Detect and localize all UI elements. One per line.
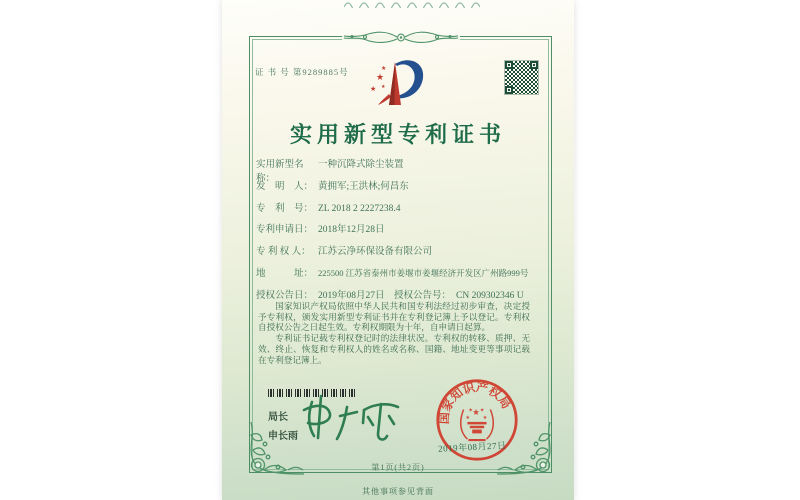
field-label: 地 址： [256, 268, 314, 279]
field-patent-number [256, 200, 552, 222]
svg-text:★: ★ [468, 408, 473, 414]
qr-finder-pattern [530, 61, 538, 69]
logo-star-icon: ★ [381, 85, 386, 90]
national-emblem-icon [461, 407, 494, 440]
seal-text: 国家知识产权局 [437, 379, 514, 425]
certificate-fields [256, 156, 552, 309]
qr-finder-pattern [505, 86, 513, 94]
field-value: 黄拥军;王洪林;何昌东 [318, 181, 409, 192]
top-edge-ornament [344, 0, 480, 8]
field-address [256, 265, 552, 287]
director-signature [294, 392, 410, 444]
field-inventors [256, 178, 552, 200]
field-label: 专 利 号： [256, 203, 314, 214]
qr-code [505, 61, 538, 94]
field-label: 授权公告号： [394, 290, 452, 301]
certificate-paper [222, 0, 574, 500]
field-label: 专利申请日： [256, 225, 314, 236]
qr-finder-pattern [505, 61, 513, 69]
svg-text:★: ★ [472, 407, 480, 418]
logo-star-icon: ★ [381, 66, 387, 72]
certificate-number: 证 书 号 第9289885号 [255, 67, 349, 77]
field-value: 江苏云净环保设备有限公司 [318, 247, 433, 258]
page-number: 第1页(共2页) [371, 463, 425, 472]
field-label: 专 利 权 人： [256, 247, 311, 258]
director-name: 申长雨 [268, 431, 298, 442]
field-value: 2018年12月28日 [318, 225, 385, 236]
svg-text:★: ★ [465, 416, 470, 422]
field-filing-date [256, 221, 552, 243]
field-patentee [256, 243, 552, 265]
logo-star-icon: ★ [370, 85, 377, 93]
top-center-flourish-ornament [340, 29, 462, 46]
field-value: 一种沉降式除尘装置 [318, 160, 404, 170]
certificate-title: 实用新型专利证书 [289, 122, 506, 147]
legal-text [258, 301, 530, 365]
field-label: 发 明 人： [256, 181, 314, 192]
field-label: 实用新型名称： [256, 160, 304, 184]
field-value: 2019年08月27日 [318, 290, 385, 301]
legal-paragraph: 国家知识产权局依照中华人民共和国专利法经过初步审查，决定授予专利权，颁发实用新型专利证书并在专利登记簿上予以登记。专利权自授权公告之日起生效。专利权期限为十年，自申请日起算。 [258, 301, 530, 333]
director-title-label: 局长 [268, 412, 288, 423]
svg-text:★: ★ [479, 408, 485, 414]
svg-text:★: ★ [482, 416, 488, 422]
svg-text:国家知识产权局 [437, 379, 514, 425]
field-value: ZL 2018 2 2227238.4 [318, 203, 401, 214]
legal-paragraph: 专利证书记载专利权登记时的法律状况。专利权的转移、质押、无效、终止、恢复和专利权人的姓名或名称、国籍、地址变更等事项记载在专利登记簿上。 [258, 333, 530, 365]
cnipa-patent-logo [368, 55, 432, 109]
field-utility-model-name [256, 156, 552, 184]
field-value: 225500 江苏省泰州市姜堰市姜堰经济开发区广州路999号 [318, 267, 529, 278]
field-label: 授权公告日： [256, 290, 314, 301]
back-side-note: 其他事项参见背面 [362, 487, 434, 496]
logo-star-icon: ★ [376, 72, 385, 82]
field-value: CN 209302346 U [456, 290, 524, 301]
seal-grant-date: 2019年08月27日 [437, 440, 507, 454]
